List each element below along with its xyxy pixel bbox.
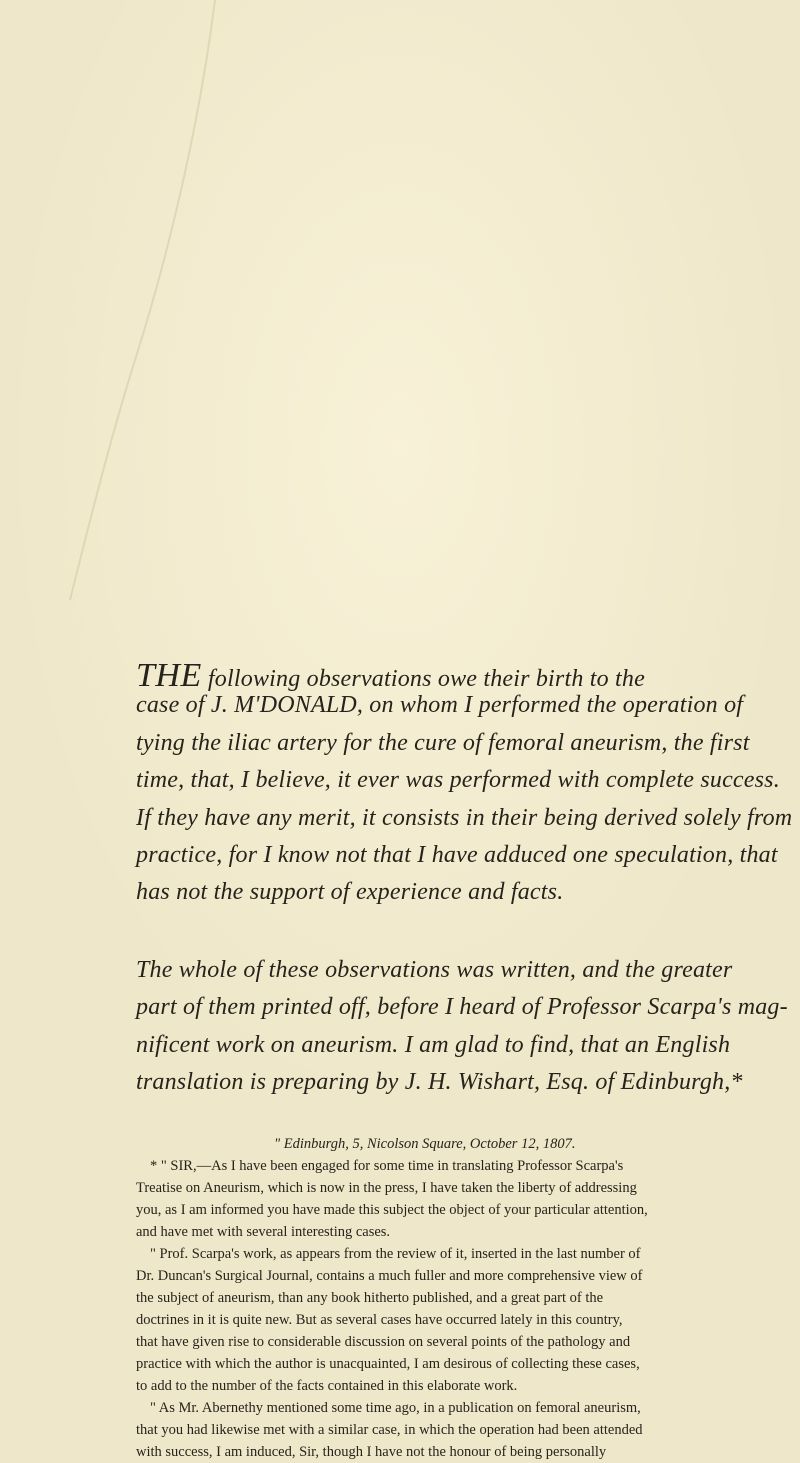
main-text [136,650,793,1101]
footnote-line: that have given rise to considerable discussion on several points of the pathology and [136,1334,631,1350]
footnote-line: Dr. Duncan's Surgical Journal, contains a much fuller and more comprehensive view of [136,1268,643,1284]
text-line: part of them printed off, before I heard of Professor Scarpa's mag- [136,994,788,1021]
footnote-dateline: " Edinburgh, 5, Nicolson Square, October 12, 1807. [274,1136,576,1152]
footnote-line: " As Mr. Abernethy mentioned some time ago, in a publication on femoral aneurism, [150,1400,641,1416]
footnote-line: with success, I am induced, Sir, though I have not the honour of being personally [136,1444,607,1460]
footnote-line: that you had likewise met with a similar case, in which the operation had been attended [136,1422,643,1438]
footnote-line: you, as I am informed you have made this subject the object of your particular attention, [136,1202,648,1218]
text-line: THE following observations owe their birth to the [136,657,645,694]
footnote [136,1133,746,1463]
text-line: If they have any merit, it consists in their being derived solely from [136,804,793,831]
text-line: practice, for I know not that I have adduced one speculation, that [136,841,778,868]
text-line: case of J. M'DONALD, on whom I performed the operation of [136,692,744,719]
text-line: The whole of these observations was written, and the greater [136,956,733,983]
footnote-line: doctrines in it is quite new. But as several cases have occurred lately in this country, [136,1312,623,1328]
text-line: tying the iliac artery for the cure of femoral aneurism, the first [136,729,750,756]
text-line: time, that, I believe, it ever was performed with complete success. [136,767,780,794]
footnote-line: * " SIR,—As I have been engaged for some time in translating Professor Scarpa's [150,1158,624,1174]
footnote-line: the subject of aneurism, than any book hitherto published, and a great part of the [136,1290,604,1306]
footnote-line: and have met with several interesting cases. [136,1224,391,1240]
footnote-line: to add to the number of the facts contained in this elaborate work. [136,1378,518,1394]
footnote-line: " Prof. Scarpa's work, as appears from the review of it, inserted in the last number of [150,1246,641,1262]
paragraph-2 [136,952,788,1102]
text-line: translation is preparing by J. H. Wishart, Esq. of Edinburgh,* [136,1068,743,1095]
paragraph-1 [136,650,793,912]
footnote-line: Treatise on Aneurism, which is now in the press, I have taken the liberty of addressing [136,1180,637,1196]
footnote-line: practice with which the author is unacquainted, I am desirous of collecting these cases, [136,1356,640,1372]
text-line: nificent work on aneurism. I am glad to find, that an English [136,1031,731,1058]
text-line: has not the support of experience and facts. [136,879,564,906]
opening-word: THE [136,657,202,694]
